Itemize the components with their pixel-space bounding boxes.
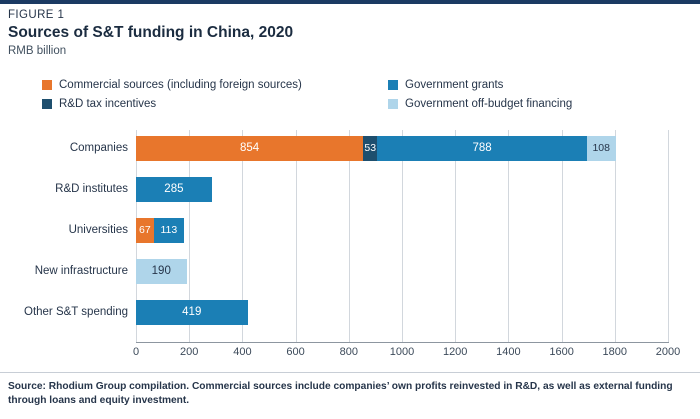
bar-value-other-st-spending: 419 — [182, 306, 202, 318]
figure-number: FIGURE 1 — [8, 9, 65, 21]
value-axis-line — [136, 342, 669, 343]
x-tick-1800: 1800 — [602, 346, 628, 358]
legend-label-off-budget-financing: Government off-budget financing — [405, 98, 573, 110]
gridline — [508, 130, 509, 342]
category-label-new-infrastructure: New infrastructure — [34, 265, 128, 277]
page-title: Sources of S&T funding in China, 2020 — [8, 24, 294, 41]
bar-segment-universities-commercial[interactable] — [136, 218, 154, 243]
legend-row-1 — [42, 79, 662, 91]
top-rule — [0, 0, 700, 4]
x-tick-0: 0 — [132, 346, 140, 358]
bar-value-companies-tax-incentives: 53 — [364, 142, 377, 154]
bar-value-universities-commercial: 67 — [139, 224, 151, 236]
x-tick-800: 800 — [339, 346, 358, 358]
bar-value-new-infrastructure: 190 — [151, 265, 171, 277]
bar-segment-companies-government-grants[interactable] — [377, 136, 587, 161]
category-label-rd-institutes: R&D institutes — [55, 183, 128, 195]
legend-swatch-commercial-sources — [42, 80, 52, 90]
legend-row-2 — [42, 98, 662, 110]
bar-segment-companies-commercial[interactable] — [136, 136, 363, 161]
bar-segment-rd-institutes-government-grants[interactable] — [136, 177, 212, 202]
bottom-rule — [0, 372, 700, 373]
bar-segment-companies-tax-incentives[interactable] — [363, 136, 377, 161]
x-tick-1600: 1600 — [549, 346, 574, 358]
bar-segment-new-infrastructure-off-budget[interactable] — [136, 259, 187, 284]
legend-item-rd-tax-incentives[interactable] — [42, 98, 388, 110]
legend-swatch-government-grants — [388, 80, 398, 90]
bar-segment-other-st-spending-government-grants[interactable] — [136, 300, 248, 325]
bar-segment-universities-government-grants[interactable] — [154, 218, 184, 243]
x-tick-1200: 1200 — [442, 346, 468, 358]
x-tick-1000: 1000 — [389, 346, 415, 358]
x-tick-600: 600 — [286, 346, 305, 358]
gridline — [615, 130, 616, 342]
category-label-universities: Universities — [68, 224, 128, 236]
x-tick-200: 200 — [180, 346, 199, 358]
legend-label-rd-tax-incentives: R&D tax incentives — [59, 98, 157, 110]
gridline — [296, 130, 297, 342]
legend-label-government-grants: Government grants — [405, 79, 504, 91]
gridline — [349, 130, 350, 342]
x-tick-2000: 2000 — [655, 346, 681, 358]
category-label-companies: Companies — [69, 142, 128, 154]
chart-legend — [42, 79, 662, 117]
gridline — [562, 130, 563, 342]
bar-value-rd-institutes: 285 — [164, 183, 184, 195]
bar-segment-companies-off-budget[interactable] — [587, 136, 616, 161]
category-label-other-st-spending: Other S&T spending — [24, 306, 128, 318]
legend-swatch-rd-tax-incentives — [42, 99, 52, 109]
chart-units-subtitle: RMB billion — [8, 45, 67, 57]
bar-value-companies-commercial: 854 — [240, 142, 260, 154]
legend-item-off-budget-financing[interactable] — [388, 98, 662, 110]
value-axis-gridlines — [136, 130, 668, 342]
chart-plot-area — [0, 130, 700, 362]
bar-value-companies-off-budget: 108 — [592, 142, 610, 154]
gridline — [668, 130, 669, 342]
bar-value-universities-government-grants: 113 — [160, 224, 178, 236]
gridline — [455, 130, 456, 342]
legend-label-commercial-sources: Commercial sources (including foreign sources) — [59, 79, 302, 91]
legend-item-commercial-sources[interactable] — [42, 79, 388, 91]
category-axis — [0, 130, 128, 342]
bar-value-companies-government-grants: 788 — [472, 142, 492, 154]
legend-swatch-off-budget-financing — [388, 99, 398, 109]
gridline — [402, 130, 403, 342]
source-note: Source: Rhodium Group compilation. Commercial sources include companies’ own profits reinvested in R&D, as well as external funding through loans and equity investment. — [8, 381, 673, 407]
x-tick-400: 400 — [233, 346, 252, 358]
x-tick-1400: 1400 — [496, 346, 521, 358]
legend-item-government-grants[interactable] — [388, 79, 662, 91]
